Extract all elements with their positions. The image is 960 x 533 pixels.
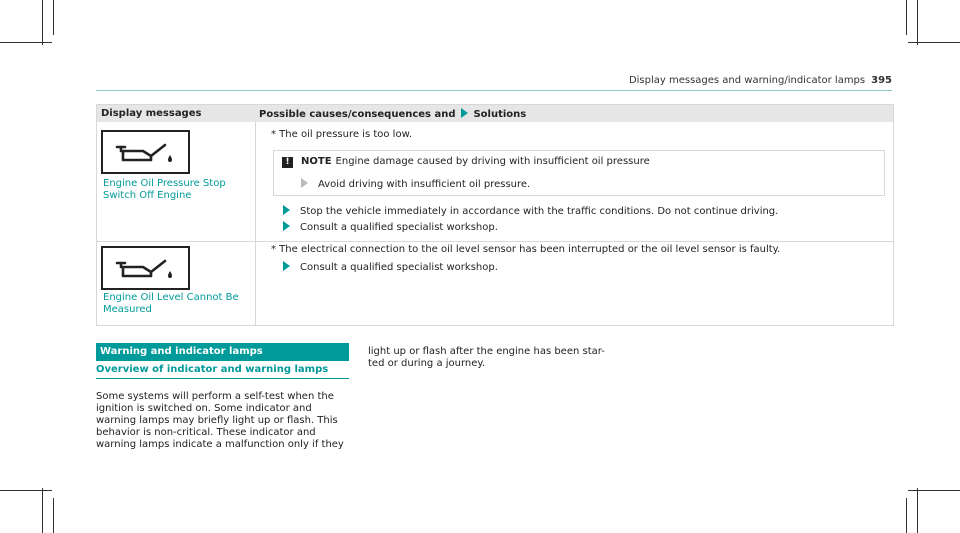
section-heading-text: Warning and indicator lamps <box>100 346 263 357</box>
column-divider <box>255 122 256 325</box>
column-header-display-messages: Display messages <box>101 108 202 119</box>
header-rule <box>96 90 892 91</box>
crop-mark <box>53 498 54 533</box>
subsection-heading: Overview of indicator and warning lamps <box>96 364 349 379</box>
crop-mark <box>908 42 960 43</box>
note-text <box>301 156 650 167</box>
solution-step-text: Consult a qualified specialist workshop. <box>300 222 498 233</box>
warning-exclamation-icon: ! <box>282 157 293 168</box>
crop-mark <box>0 490 52 491</box>
arrow-right-icon <box>283 261 290 271</box>
cause-text: * The electrical connection to the oil level sensor has been interrupted or the oil level sensor is faulty. <box>271 244 781 255</box>
page-number: 395 <box>871 75 892 86</box>
crop-mark <box>42 0 43 45</box>
section-heading <box>96 343 349 361</box>
cause-text: * The oil pressure is too low. <box>271 129 413 140</box>
body-paragraph: Some systems will perform a self-test when the ignition is switched on. Some indicator and warning lamps may briefly light up or flash. This behavior is non-critical. These indicator and warning lamps indicate a malfunction only if they <box>96 391 344 450</box>
solution-step-text: Consult a qualified specialist workshop. <box>300 262 498 273</box>
arrow-right-icon <box>461 108 468 118</box>
display-message-oil-pressure: Engine Oil Pressure Stop Switch Off Engine <box>103 178 226 201</box>
crop-mark <box>906 0 907 35</box>
arrow-right-icon <box>283 205 290 215</box>
column-header-causes-solutions <box>259 108 526 120</box>
note-body: Engine damage caused by driving with insufficient oil pressure <box>335 156 650 167</box>
solution-step <box>283 221 498 233</box>
crop-mark <box>53 0 54 35</box>
crop-mark <box>917 488 918 533</box>
crop-mark <box>906 498 907 533</box>
solution-step <box>283 205 778 217</box>
crop-mark <box>917 0 918 45</box>
note-box <box>273 150 885 196</box>
table-header <box>97 105 893 122</box>
body-paragraph: light up or flash after the engine has been star- ted or during a journey. <box>368 346 605 369</box>
crop-mark <box>0 42 52 43</box>
arrow-right-icon <box>301 178 308 188</box>
row-divider <box>97 241 893 242</box>
oil-can-icon <box>101 246 190 290</box>
display-message-oil-level: Engine Oil Level Cannot Be Measured <box>103 292 239 315</box>
page-header <box>629 75 892 86</box>
crop-mark <box>908 490 960 491</box>
crop-mark <box>42 488 43 533</box>
note-step <box>301 178 530 190</box>
oil-can-icon <box>101 130 190 174</box>
column-header-solutions-text: Solutions <box>473 109 527 120</box>
column-header-causes-text: Possible causes/consequences and <box>259 109 456 120</box>
page-header-title: Display messages and warning/indicator lamps <box>628 75 866 86</box>
arrow-right-icon <box>283 221 290 231</box>
solution-step <box>283 261 498 273</box>
note-step-text: Avoid driving with insufficient oil pressure. <box>318 179 531 190</box>
display-messages-table <box>96 104 894 326</box>
solution-step-text: Stop the vehicle immediately in accordance with the traffic conditions. Do not continue driving. <box>300 206 779 217</box>
note-label: NOTE <box>301 156 332 167</box>
